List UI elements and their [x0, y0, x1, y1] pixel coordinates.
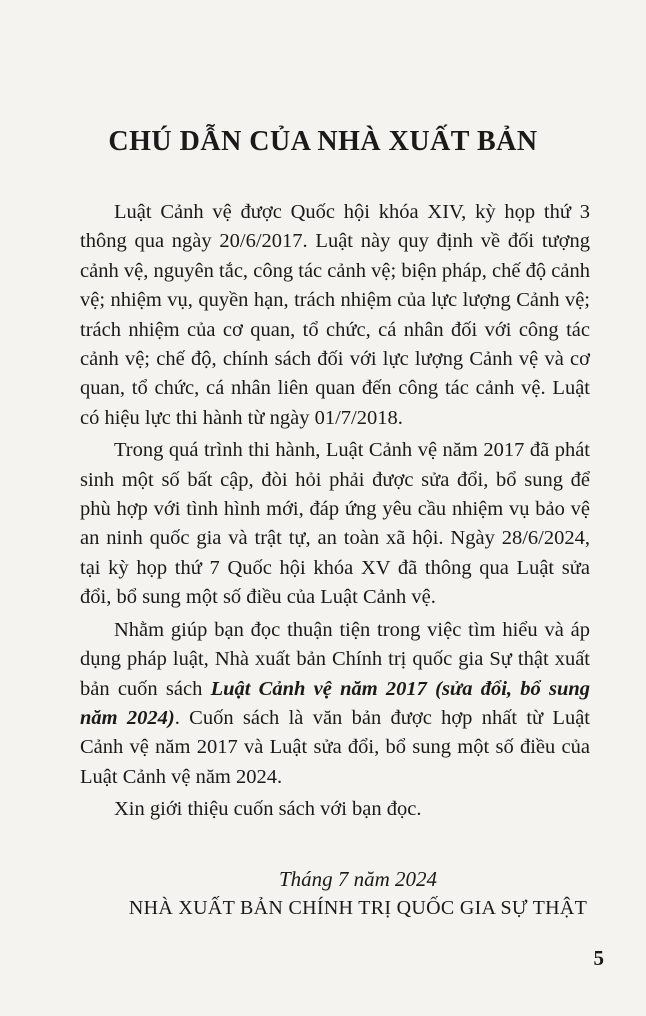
paragraph-3-text-before: Nhằm giúp bạn đọc thuận tiện trong việc tìm hiểu và áp dụng pháp luật, Nhà xuất bản Chính trị quốc gia Sự thật xuất bản cuốn sách — [80, 618, 590, 700]
paragraph-1-text: Luật Cảnh vệ được Quốc hội khóa XIV, kỳ họp thứ 3 thông qua ngày 20/6/2017. Luật này quy định về đối tượng cảnh vệ, nguyên tắc, công tác cảnh vệ; biện pháp, chế độ cảnh vệ; nhiệm vụ, quyền hạn, trách nhiệm của lực lượng Cảnh vệ; trách nhiệm của cơ quan, tổ chức, cá nhân đối với công tác cảnh vệ; chế độ, chính sách đối với lực lượng Cảnh vệ và cơ quan, tổ chức, cá nhân liên quan đến công tác cảnh vệ. Luật có hiệu lực thi hành từ ngày 01/7/2018. — [80, 201, 590, 429]
paragraph-1 — [80, 198, 590, 433]
page-number: 5 — [593, 946, 604, 970]
paragraph-2 — [80, 436, 590, 612]
foreword-body — [80, 198, 590, 828]
paragraph-2-text: Trong quá trình thi hành, Luật Cảnh vệ năm 2017 đã phát sinh một số bất cập, đòi hỏi phải được sửa đổi, bổ sung để phù hợp với tình hình mới, đáp ứng yêu cầu nhiệm vụ bảo vệ an ninh quốc gia và trật tự, an toàn xã hội. Ngày 28/6/2024, tại kỳ họp thứ 7 Quốc hội khóa XV đã thông qua Luật sửa đổi, bổ sung một số điều của Luật Cảnh vệ. — [80, 439, 590, 609]
paragraph-4 — [80, 795, 590, 824]
paragraph-3-text-after: . Cuốn sách là văn bản được hợp nhất từ Luật Cảnh vệ năm 2017 và Luật sửa đổi, bổ sung một số điều của Luật Cảnh vệ năm 2024. — [80, 706, 590, 788]
publisher-name: NHÀ XUẤT BẢN CHÍNH TRỊ QUỐC GIA SỰ THẬT — [128, 897, 588, 919]
paragraph-3 — [80, 616, 590, 792]
book-title-emphasis: Luật Cảnh vệ năm 2017 (sửa đổi, bổ sung năm 2024) — [80, 677, 591, 729]
page-title: CHÚ DẪN CỦA NHÀ XUẤT BẢN — [108, 126, 538, 157]
publication-date: Tháng 7 năm 2024 — [278, 867, 438, 891]
paragraph-4-text: Xin giới thiệu cuốn sách với bạn đọc. — [114, 798, 422, 821]
